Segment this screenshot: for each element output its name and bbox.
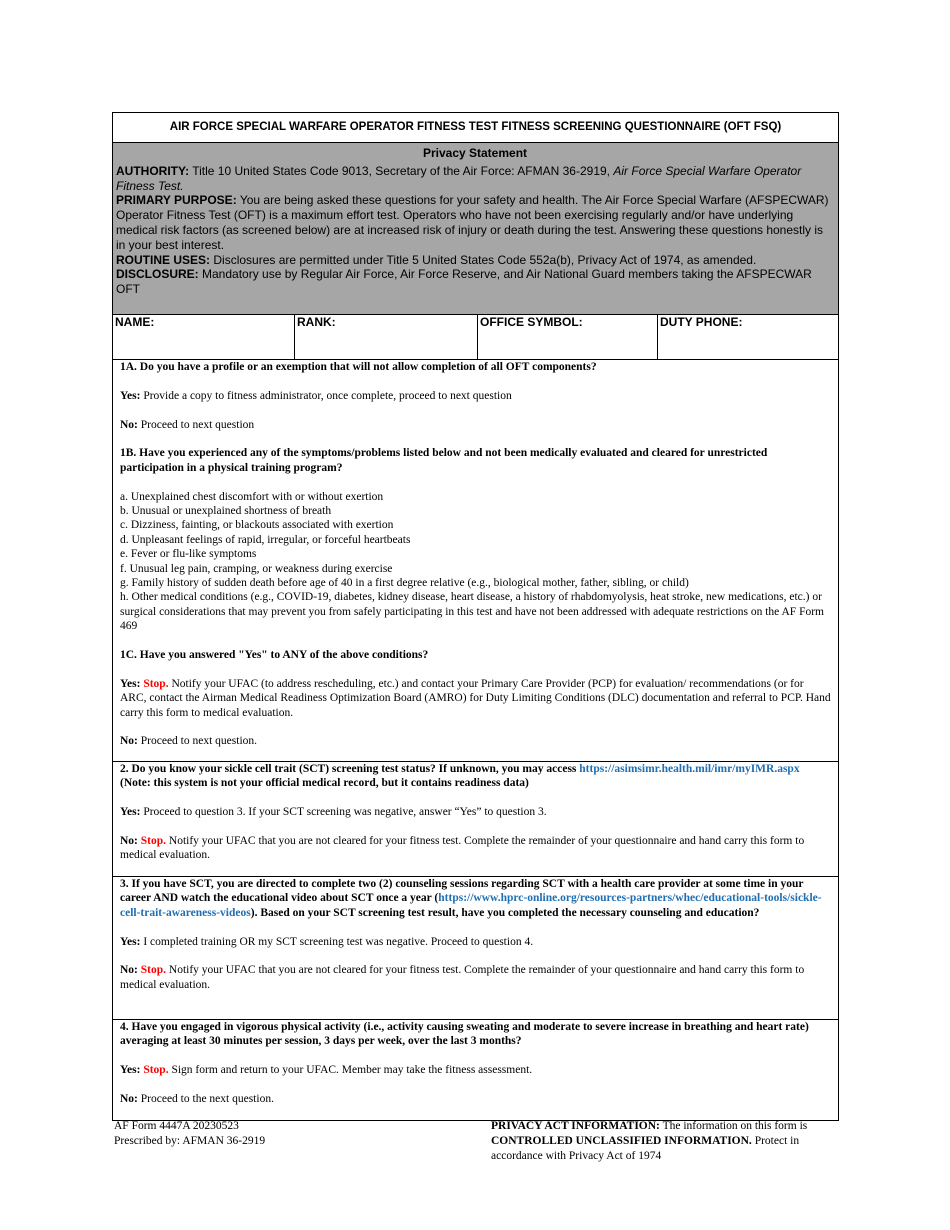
section-question-1 <box>113 360 838 761</box>
q3-question-text: 3. If you have SCT, you are directed to complete two (2) counseling sessions regarding SCT with a health care provider at some time in your career AND watch the educational video about SCT once a year ( <box>120 878 804 905</box>
form-footer-id <box>114 1119 265 1149</box>
list-item: g. Family history of sudden death before age of 40 in a first degree relative (e.g., biological mother, father, sibling, or child) <box>120 577 689 590</box>
form-number: AF Form 4447A 20230523 <box>114 1120 239 1132</box>
no-label: No: <box>120 1093 138 1105</box>
cui-label: CONTROLLED UNCLASSIFIED INFORMATION. <box>491 1135 752 1147</box>
privacy-act-label: PRIVACY ACT INFORMATION: <box>491 1120 660 1132</box>
authority-label: AUTHORITY: <box>116 163 190 178</box>
q1a-question: 1A. Do you have a profile or an exemption that will not allow completion of all OFT components? <box>120 361 597 373</box>
name-label: NAME: <box>115 315 155 329</box>
disclosure-paragraph <box>116 267 834 297</box>
q1b-question: 1B. Have you experienced any of the symptoms/problems listed below and not been medically evaluated and cleared for unrestricted participation in a physical training program? <box>120 447 768 474</box>
cui-text: Protect in accordance with Privacy Act of 1974 <box>491 1135 800 1162</box>
no-label: No: <box>120 735 138 748</box>
fsq-form <box>112 112 839 1121</box>
q4-yes-text: Sign form and return to your UFAC. Member may take the fitness assessment. <box>171 1064 533 1077</box>
q1b-symptom-list <box>120 490 832 634</box>
no-label: No: <box>120 418 138 431</box>
yes-label: Yes: <box>120 806 141 819</box>
duty-phone-label: DUTY PHONE: <box>660 315 743 329</box>
yes-label: Yes: <box>120 389 141 402</box>
q2-note: (Note: this system is not your official medical record, but it contains readiness data) <box>120 777 529 790</box>
q1c-no <box>120 734 832 748</box>
list-item: f. Unusual leg pain, cramping, or weakness during exercise <box>120 562 393 575</box>
routine-text: Disclosures are permitted under Title 5 United States Code 552a(b), Privacy Act of 1974, as amended. <box>213 252 757 267</box>
q4-question: 4. Have you engaged in vigorous physical activity (i.e., activity causing sweating and moderate to severe increase in breathing and heart rate) averaging at least 30 minutes per session, 3 days per week, over the last 3 months? <box>120 1021 809 1048</box>
prescribed-by: Prescribed by: AFMAN 36-2919 <box>114 1135 266 1147</box>
section-question-4 <box>113 1019 838 1120</box>
authority-text: Title 10 United States Code 9013, Secretary of the Air Force: AFMAN 36-2919, <box>192 163 611 178</box>
q1a-yes-text: Provide a copy to fitness administrator, once complete, proceed to next question <box>143 389 512 402</box>
stop-label: Stop. <box>143 677 169 690</box>
q1c-question: 1C. Have you answered "Yes" to ANY of the above conditions? <box>120 649 429 662</box>
stop-label: Stop. <box>140 964 167 977</box>
privacy-heading: Privacy Statement <box>422 146 528 160</box>
stop-label: Stop. <box>140 835 167 847</box>
q1a-no-text: Proceed to next question <box>140 418 255 431</box>
q1a-yes <box>120 389 832 403</box>
q4-no-text: Proceed to the next question. <box>140 1093 274 1105</box>
q3-question-text-end: ). Based on your SCT screening test result, have you completed the necessary counseling and education? <box>250 906 760 919</box>
yes-label: Yes: <box>120 1064 141 1077</box>
privacy-act-footer <box>491 1119 841 1164</box>
list-item: d. Unpleasant feelings of rapid, irregular, or forceful heartbeats <box>120 533 411 546</box>
name-field[interactable] <box>113 315 294 359</box>
section-question-3 <box>113 876 838 1019</box>
yes-label: Yes: <box>120 935 141 948</box>
yes-label: Yes: <box>120 677 141 690</box>
q1c-yes-text: Notify your UFAC (to address rescheduling, etc.) and contact your Primary Care Provider (PCP) for evaluation/ recommendations (or for ARC, contact the Airman Medical Readiness Optimization Board (AMRO) for Duty Limiting Conditions (DLC) documentation and referral to PCP. Hand carry this form to medical evaluation. <box>120 677 831 719</box>
q4-yes <box>120 1063 832 1077</box>
privacy-statement <box>113 143 838 315</box>
rank-label: RANK: <box>297 315 336 329</box>
purpose-text: You are being asked these questions for your safety and health. The Air Force Special Warfare (AFSPECWAR) Operator Fitness Test (OFT) is a maximum effort test. Operators who have not been exercising regularly and/or have underlying medical risk factors (as screened below) are at increased risk of injury or death during the test. Answering these questions honestly is in your best interest. <box>116 193 829 252</box>
office-symbol-label: OFFICE SYMBOL: <box>480 315 583 329</box>
q2-question <box>120 762 832 791</box>
q2-no-text: Notify your UFAC that you are not cleared for your fitness test. Complete the remainder of your questionnaire and hand carry this form to medical evaluation. <box>120 835 805 862</box>
list-item: a. Unexplained chest discomfort with or without exertion <box>120 490 384 503</box>
q3-question <box>120 877 832 920</box>
q3-no <box>120 963 832 992</box>
disclosure-label: DISCLOSURE: <box>116 267 199 282</box>
q3-yes <box>120 935 832 949</box>
authority-paragraph <box>116 164 834 194</box>
list-item: h. Other medical conditions (e.g., COVID-19, diabetes, kidney disease, heart disease, a history of rhabdomyolysis, heat stroke, new medications, etc.) or surgical considerations that may prevent you from safely participating in this test and have not been addressed with adequate restrictions on the AF Form 469 <box>120 591 824 633</box>
form-title: AIR FORCE SPECIAL WARFARE OPERATOR FITNESS TEST FITNESS SCREENING QUESTIONNAIRE (OFT FSQ) <box>113 113 838 143</box>
authority-italic: Air Force Special Warfare Operator Fitness Test. <box>116 163 802 193</box>
q2-no <box>120 834 832 863</box>
no-label: No: <box>120 964 138 977</box>
q4-no <box>120 1092 832 1106</box>
rank-field[interactable] <box>294 315 477 359</box>
stop-label: Stop. <box>143 1064 169 1077</box>
duty-phone-field[interactable] <box>657 315 838 359</box>
q2-question-text: 2. Do you know your sickle cell trait (SCT) screening test status? If unknown, you may access <box>120 763 577 775</box>
q3-no-text: Notify your UFAC that you are not cleared for your fitness test. Complete the remainder of your questionnaire and hand carry this form to medical evaluation. <box>120 964 805 991</box>
sct-video-link[interactable]: https://www.hprc-online.org/resources-partners/whec/educational-tools/sickle-cell-trait-awareness-videos <box>120 892 822 919</box>
list-item: e. Fever or flu-like symptoms <box>120 548 257 561</box>
q1c-yes <box>120 677 832 720</box>
q2-yes <box>120 805 832 819</box>
privacy-act-text: The information on this form is <box>662 1120 808 1132</box>
sct-status-link[interactable]: https://asimsimr.health.mil/imr/myIMR.aspx <box>579 763 800 775</box>
no-label: No: <box>120 835 138 847</box>
list-item: c. Dizziness, fainting, or blackouts associated with exertion <box>120 519 394 532</box>
purpose-label: PRIMARY PURPOSE: <box>116 193 237 208</box>
routine-label: ROUTINE USES: <box>116 252 211 267</box>
q1c-no-text: Proceed to next question. <box>140 735 258 748</box>
q2-yes-text: Proceed to question 3. If your SCT screening was negative, answer “Yes” to question 3. <box>143 806 547 819</box>
routine-paragraph <box>116 253 834 268</box>
q3-yes-text: I completed training OR my SCT screening test was negative. Proceed to question 4. <box>143 935 534 948</box>
list-item: b. Unusual or unexplained shortness of breath <box>120 505 332 517</box>
office-symbol-field[interactable] <box>477 315 657 359</box>
disclosure-text: Mandatory use by Regular Air Force, Air Force Reserve, and Air National Guard members taking the AFSPECWAR OFT <box>116 267 812 297</box>
member-info-row <box>113 315 838 360</box>
purpose-paragraph <box>116 193 834 252</box>
q1a-no <box>120 418 832 432</box>
section-question-2 <box>113 761 838 876</box>
